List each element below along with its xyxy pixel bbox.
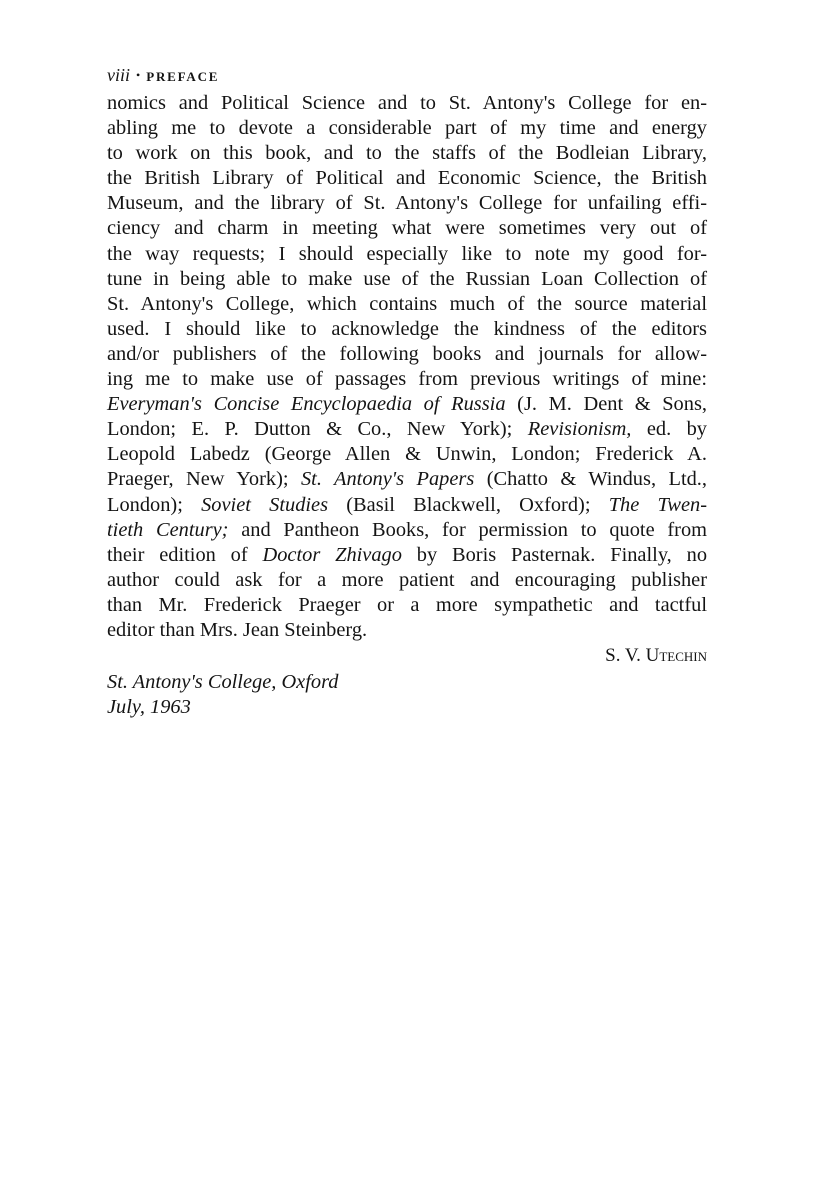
text-line (107, 267, 707, 292)
text-line (107, 216, 707, 241)
text-segment: abling me to devote a considerable part of my time and energy (107, 117, 707, 140)
text-line (107, 493, 707, 518)
text-line (107, 242, 707, 267)
italic-title: Revisionism, (527, 418, 632, 441)
text-line (107, 442, 707, 467)
running-head (107, 64, 707, 86)
text-line (107, 568, 707, 593)
text-segment: than Mr. Frederick Praeger or a more sympathetic and tactful (107, 593, 707, 616)
text-segment: the British Library of Political and Economic Science, the British (107, 167, 707, 190)
text-line (107, 342, 707, 367)
text-segment: (Basil Blackwell, Oxford); (328, 493, 609, 516)
text-segment: Museum, and the library of St. Antony's College for unfailing effi- (107, 192, 707, 215)
text-segment: used. I should like to acknowledge the kindness of the editors (107, 317, 707, 340)
text-segment: the way requests; I should especially like to note my good for- (107, 242, 707, 265)
text-line (107, 367, 707, 392)
italic-title: Everyman's Concise Encyclopaedia of Russia (107, 393, 506, 416)
text-segment: ing me to make use of passages from previous writings of mine: (107, 368, 707, 391)
text-line (107, 392, 707, 417)
text-line (107, 543, 707, 568)
text-line (107, 141, 707, 166)
text-segment: London); (107, 493, 202, 516)
italic-title: St. Antony's Papers (300, 468, 475, 491)
page-number: viii (107, 65, 130, 85)
text-segment: author could ask for a more patient and encouraging publisher (107, 568, 707, 591)
italic-title: Soviet Studies (201, 493, 329, 516)
text-segment: Praeger, New York); (107, 468, 301, 491)
place-line: St. Antony's College, Oxford (107, 671, 339, 694)
text-segment: to work on this book, and to the staffs of the Bodleian Library, (107, 142, 707, 165)
bullet-separator: • (136, 68, 141, 82)
italic-title: Doctor Zhivago (262, 543, 402, 566)
text-line (107, 417, 707, 442)
text-line (107, 593, 707, 618)
text-line (107, 618, 707, 643)
author-name: S. V. Utechin (605, 645, 707, 667)
text-segment: tune in being able to make use of the Russian Loan Collection of (107, 267, 707, 290)
date-line: July, 1963 (107, 696, 191, 719)
italic-title: The Twen- (608, 493, 707, 516)
text-line (107, 116, 707, 141)
text-segment: editor than Mrs. Jean Steinberg. (107, 618, 368, 641)
page (107, 64, 707, 720)
text-segment: nomics and Political Science and to St. Antony's College for en- (107, 92, 707, 114)
text-segment: (J. M. Dent & Sons, (505, 393, 707, 416)
italic-title: tieth Century; (107, 518, 229, 541)
text-line (107, 191, 707, 216)
text-segment: London; E. P. Dutton & Co., New York); (107, 418, 528, 441)
text-segment: and Pantheon Books, for permission to quote from (228, 518, 707, 541)
text-line (107, 467, 707, 492)
text-segment: St. Antony's College, which contains much of the source material (107, 292, 707, 315)
text-segment: by Boris Pasternak. Finally, no (401, 543, 708, 566)
text-segment: ciency and charm in meeting what were sometimes very out of (107, 217, 707, 240)
text-segment: ed. by (631, 418, 707, 441)
preface-paragraph (107, 91, 707, 643)
text-segment: and/or publishers of the following books and journals for allow- (107, 342, 707, 365)
author-signature (107, 643, 707, 670)
text-line (107, 166, 707, 191)
text-line (107, 91, 707, 116)
section-title: PREFACE (146, 69, 220, 84)
text-line (107, 518, 707, 543)
text-line (107, 317, 707, 342)
text-segment: Leopold Labedz (George Allen & Unwin, London; Frederick A. (107, 443, 707, 466)
text-segment: (Chatto & Windus, Ltd., (474, 468, 708, 491)
text-line (107, 292, 707, 317)
text-segment: their edition of (107, 543, 263, 566)
